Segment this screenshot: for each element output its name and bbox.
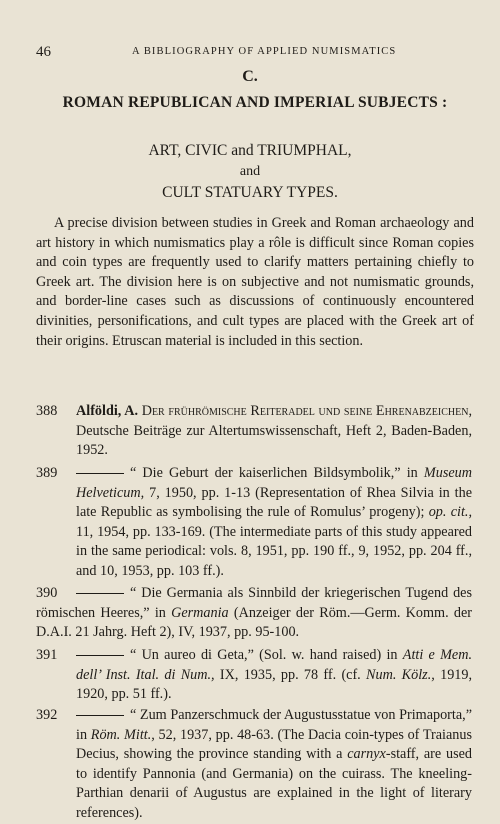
entry-388	[36, 402, 472, 461]
entry-author: Alföldi, A.	[76, 403, 139, 419]
entry-text: “ Die Germania als Sinnbild der kriegerischen Tugend des römischen Heeres,” in	[36, 585, 472, 621]
entry-number: 391	[36, 647, 58, 663]
entry-journal: Germania	[171, 604, 229, 621]
entry-journal: Num. Kölz.,	[366, 666, 435, 683]
entry-text: (Anzeiger der Röm.—Germ. Komm. der D.A.I. 21 Jahrg. Heft 2), IV, 1937, pp. 95-100.	[36, 604, 472, 641]
entry-text: Deutsche Beiträge zur Altertumswissenschaft, Heft 2, Baden-Baden, 1952.	[76, 422, 472, 459]
ditto-dash	[76, 473, 124, 474]
page-number: 46	[36, 44, 51, 60]
entry-journal: op. cit.,	[428, 504, 472, 521]
entry-text: “ Die Geburt der kaiserlichen Bildsymbolik,” in	[130, 465, 418, 481]
entry-text: 11, 1954, pp. 133-169. (The intermediate parts of this study appeared in the same periodical: vols. 8, 1951, pp. 190 ff., 9, 1952, pp. 204 ff., and 10, 1953, pp. 103 ff.).	[76, 523, 472, 579]
entry-title: Der frührömische Reiteradel und seine Ehrenabzeichen,	[141, 403, 472, 419]
entry-number: 388	[36, 403, 58, 419]
intro-paragraph: A precise division between studies in Greek and Roman archaeology and art history in which numismatics play a rôle is difficult since Roman copies and coin types are frequently used to clarify matters pertaining chiefly to Greek art. The division here is on subjective and not numismatic grounds, and border-line cases such as discussions of continuously encountered divinities, personifications, and cult types are placed with the Greek art of their origins. Etruscan material is included in this section.	[36, 215, 474, 349]
entry-391	[36, 646, 472, 705]
entry-body	[36, 584, 472, 643]
section-subtitle-2: and	[239, 164, 261, 179]
entry-body	[76, 706, 472, 824]
section-title: ROMAN REPUBLICAN AND IMPERIAL SUBJECTS :	[62, 94, 448, 111]
entry-body	[76, 646, 472, 705]
entry-390	[36, 584, 472, 643]
ditto-dash	[76, 715, 124, 716]
entry-text: “ Un aureo di Geta,” (Sol. w. hand raised) in	[130, 647, 398, 663]
running-head	[36, 44, 476, 62]
entry-body	[76, 464, 472, 582]
entry-text: 7, 1950, pp. 1-13 (Representation of Rhea Silvia in the late Republic as symbolising the rule of Romulus’ progeny);	[76, 484, 473, 521]
entry-text: 1919, 1920, pp. 51 ff.).	[76, 666, 473, 703]
entry-392	[36, 706, 472, 824]
entry-text: -staff, are used to identify Pannonia (and Germania) on the cuirass. The kneeling-Parthian denarii of Augustus are explained in the light of literary references).	[76, 746, 472, 821]
ditto-dash	[76, 655, 124, 656]
section-subtitle-1: ART, CIVIC and TRIUMPHAL,	[148, 142, 352, 159]
running-title: A BIBLIOGRAPHY OF APPLIED NUMISMATICS	[132, 46, 397, 57]
entry-text: 52, 1937, pp. 48-63. (The Dacia coin-types of Traianus Decius, showing the province standing with a	[76, 726, 473, 763]
ditto-dash	[76, 593, 124, 594]
entry-journal: Atti e Mem. dell’ Inst. Ital. di Num.,	[76, 647, 473, 683]
entry-number: 390	[36, 585, 58, 601]
entry-389	[36, 464, 472, 582]
section-subtitle-3: CULT STATUARY TYPES.	[162, 184, 338, 201]
entry-number: 392	[36, 707, 58, 723]
entry-term: carnyx	[347, 746, 386, 763]
entry-number: 389	[36, 465, 58, 481]
entry-text: “ Zum Panzerschmuck der Augustusstatue von Primaporta,” in	[76, 707, 472, 743]
section-letter: C.	[242, 68, 258, 85]
entry-journal: Museum Helveticum,	[76, 465, 472, 501]
entry-text: IX, 1935, pp. 78 ff. (cf.	[219, 666, 361, 683]
entry-journal: Röm. Mitt.,	[90, 726, 155, 743]
entry-body	[76, 402, 472, 461]
